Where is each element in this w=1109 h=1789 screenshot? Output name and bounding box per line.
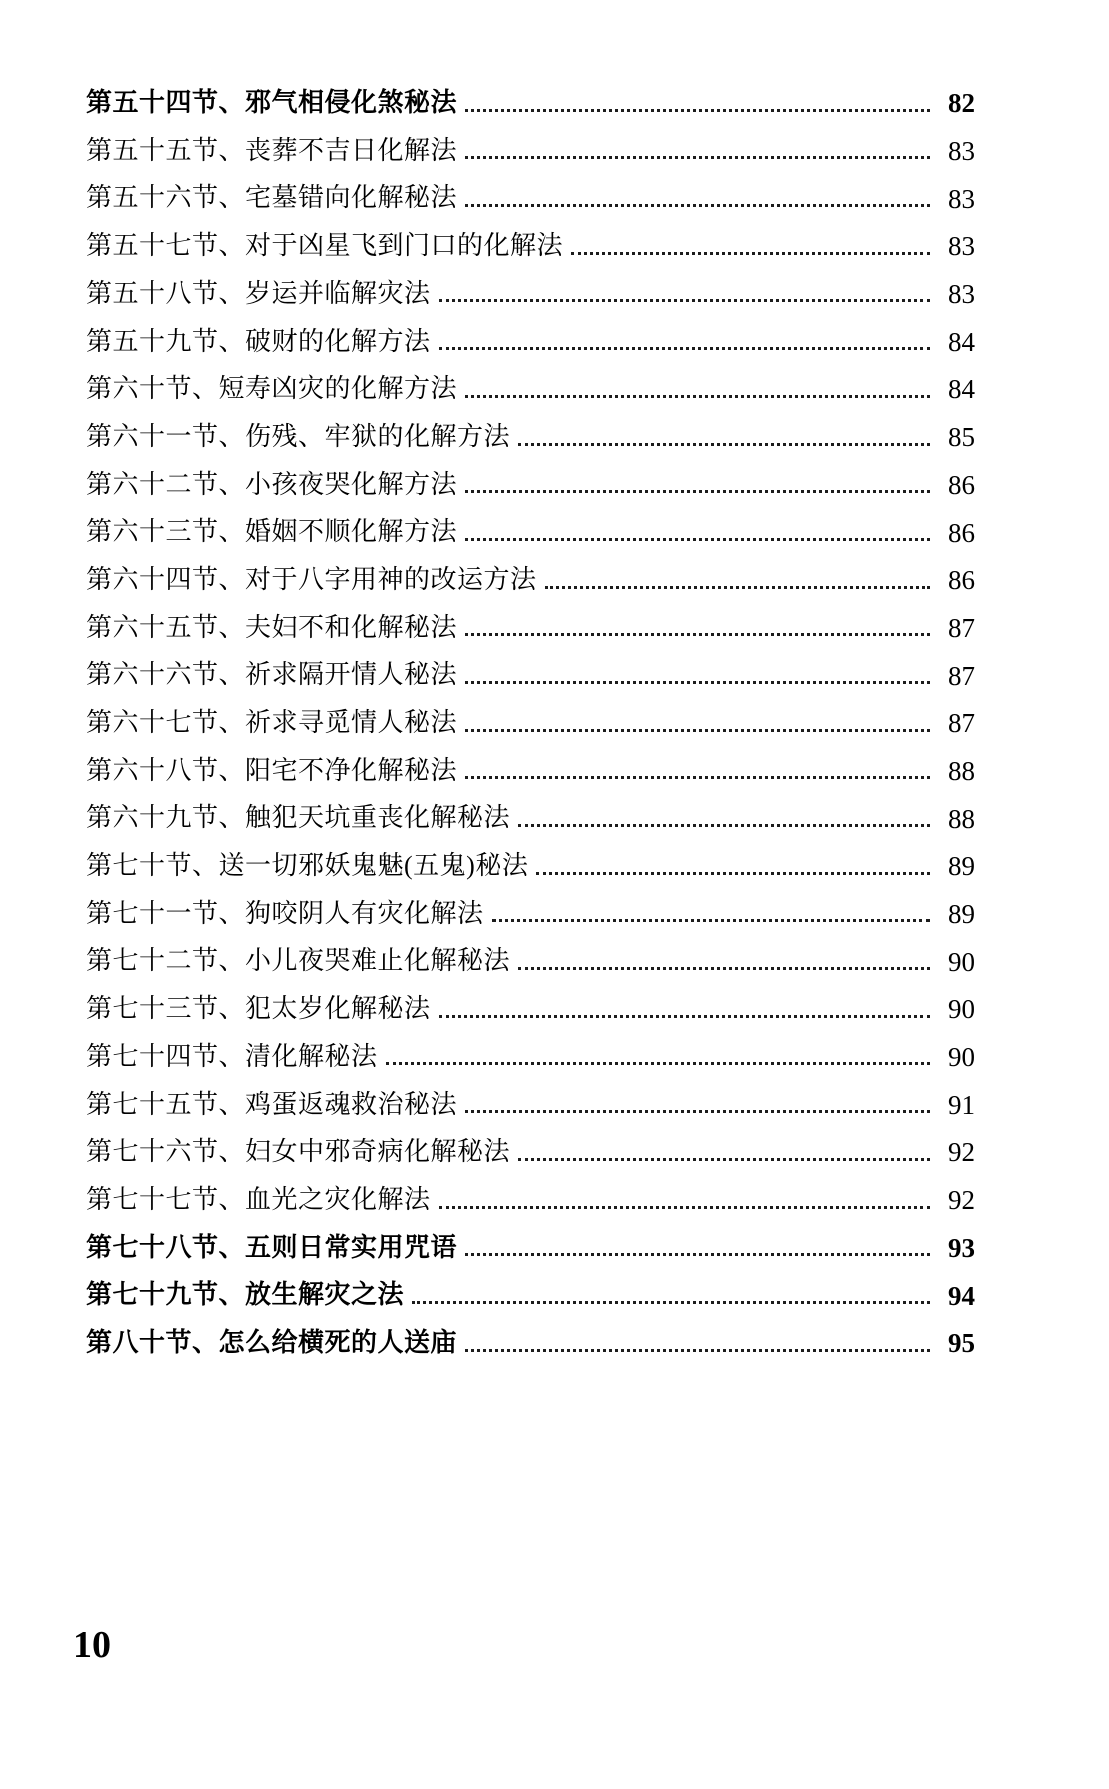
toc-entry-title: 第六十七节、祈求寻觅情人秘法 (86, 708, 458, 738)
toc-entry-leader-dots (465, 204, 930, 207)
toc-entry (86, 881, 975, 929)
toc-entry-title: 第六十一节、伤残、牢狱的化解方法 (86, 421, 511, 451)
toc-entry-title: 第七十一节、狗咬阴人有灾化解法 (86, 898, 484, 928)
toc-entry-leader-dots (465, 1253, 930, 1256)
toc-entry (86, 165, 975, 213)
toc-entry-leader-dots (465, 538, 930, 541)
toc-entry-leader-dots (518, 1158, 930, 1161)
toc-entry-title: 第七十二节、小儿夜哭难止化解秘法 (86, 946, 511, 976)
toc-entry-page: 94 (948, 1280, 975, 1311)
toc-entry-leader-dots (439, 1206, 930, 1209)
toc-entry (86, 261, 975, 309)
toc-entry-page: 85 (948, 422, 975, 453)
toc-entry-title: 第六十八节、阳宅不净化解秘法 (86, 755, 458, 785)
toc-entry (86, 1167, 975, 1215)
toc-entry-page: 95 (948, 1328, 975, 1359)
toc-entry (86, 1262, 975, 1310)
toc-entry-leader-dots (465, 490, 930, 493)
toc-entry (86, 499, 975, 547)
toc-entry-title: 第六十节、短寿凶灾的化解方法 (86, 374, 458, 404)
toc-entry-leader-dots (465, 681, 930, 684)
toc-entry-title: 第五十五节、丧葬不吉日化解法 (86, 135, 458, 165)
toc-entry-leader-dots (412, 1301, 930, 1304)
toc-entry (86, 642, 975, 690)
toc-entry-page: 86 (948, 469, 975, 500)
toc-entry-page: 92 (948, 1185, 975, 1216)
toc-entry-page: 82 (948, 88, 975, 119)
toc-entry-title: 第五十九节、破财的化解方法 (86, 326, 431, 356)
toc-entry-page: 84 (948, 374, 975, 405)
toc-entry (86, 1119, 975, 1167)
toc-entry-title: 第六十二节、小孩夜哭化解方法 (86, 469, 458, 499)
toc-entry-page: 90 (948, 994, 975, 1025)
toc-entry (86, 738, 975, 786)
toc-entry-title: 第五十七节、对于凶星飞到门口的化解法 (86, 231, 564, 261)
toc-entry (86, 976, 975, 1024)
toc-entry-page: 89 (948, 899, 975, 930)
toc-entry (86, 595, 975, 643)
toc-entry-page: 88 (948, 755, 975, 786)
toc-entry-leader-dots (571, 252, 930, 255)
toc-entry-leader-dots (439, 1015, 930, 1018)
toc-entry (86, 833, 975, 881)
toc-entry-title: 第七十节、送一切邪妖鬼魅(五鬼)秘法 (86, 851, 529, 881)
toc-entry-page: 83 (948, 136, 975, 167)
toc-entry-title: 第六十九节、触犯天坑重丧化解秘法 (86, 803, 511, 833)
toc-entry-leader-dots (465, 633, 930, 636)
toc-entry-title: 第八十节、怎么给横死的人送庙 (86, 1327, 458, 1357)
toc-entry-title: 第五十六节、宅墓错向化解秘法 (86, 183, 458, 213)
toc-entry-leader-dots (518, 967, 930, 970)
toc-entry-leader-dots (465, 395, 930, 398)
toc-entry-title: 第七十八节、五则日常实用咒语 (86, 1232, 458, 1262)
toc-entry-title: 第七十六节、妇女中邪奇病化解秘法 (86, 1137, 511, 1167)
footer-page-number: 10 (73, 1624, 111, 1666)
toc-entry-leader-dots (465, 109, 930, 112)
toc-entry (86, 1310, 975, 1358)
toc-entry-title: 第七十九节、放生解灾之法 (86, 1280, 405, 1310)
toc-entry (86, 1215, 975, 1263)
toc-entry-page: 84 (948, 326, 975, 357)
toc-entry-page: 88 (948, 803, 975, 834)
toc-entry-page: 83 (948, 279, 975, 310)
toc-entry-leader-dots (465, 729, 930, 732)
toc-entry-title: 第六十六节、祈求隔开情人秘法 (86, 660, 458, 690)
toc-entry-title: 第五十八节、岁运并临解灾法 (86, 278, 431, 308)
toc-entry-leader-dots (536, 872, 930, 875)
toc-entry (86, 1024, 975, 1072)
toc-entry-page: 87 (948, 612, 975, 643)
toc-entry (86, 785, 975, 833)
toc-entry-page: 86 (948, 517, 975, 548)
toc-entry (86, 356, 975, 404)
toc-entry-page: 87 (948, 660, 975, 691)
toc-entry-page: 86 (948, 565, 975, 596)
toc-entry (86, 308, 975, 356)
toc-entry (86, 70, 975, 118)
toc-entry (86, 1071, 975, 1119)
toc-entry (86, 690, 975, 738)
toc-entry-title: 第六十三节、婚姻不顺化解方法 (86, 517, 458, 547)
toc-entry-title: 第五十四节、邪气相侵化煞秘法 (86, 88, 458, 118)
toc-entry-title: 第六十五节、夫妇不和化解秘法 (86, 612, 458, 642)
toc-entry-page: 92 (948, 1137, 975, 1168)
toc-entry (86, 452, 975, 500)
toc-entry-leader-dots (492, 919, 930, 922)
toc-entry-page: 90 (948, 1042, 975, 1073)
toc-entry-leader-dots (465, 776, 930, 779)
toc-entry (86, 928, 975, 976)
toc-entry-leader-dots (465, 1349, 930, 1352)
toc-entry-leader-dots (439, 299, 930, 302)
toc-entry-leader-dots (465, 156, 930, 159)
toc-entry-page: 90 (948, 946, 975, 977)
toc-entry-leader-dots (386, 1062, 930, 1065)
toc-entry-leader-dots (439, 347, 930, 350)
toc-entry-title: 第七十三节、犯太岁化解秘法 (86, 994, 431, 1024)
toc-entry (86, 118, 975, 166)
toc-entry-page: 89 (948, 851, 975, 882)
toc-entry-title: 第七十四节、清化解秘法 (86, 1041, 378, 1071)
toc-entry-leader-dots (518, 443, 930, 446)
toc-entry-title: 第七十七节、血光之灾化解法 (86, 1184, 431, 1214)
toc-entry-page: 87 (948, 708, 975, 739)
toc-entry-title: 第七十五节、鸡蛋返魂救治秘法 (86, 1089, 458, 1119)
toc-entry (86, 547, 975, 595)
toc-entry-page: 93 (948, 1232, 975, 1263)
toc-entry-page: 83 (948, 183, 975, 214)
toc-entry-leader-dots (518, 824, 930, 827)
toc-entry-title: 第六十四节、对于八字用神的改运方法 (86, 564, 537, 594)
toc-entry (86, 213, 975, 261)
toc-entry-page: 91 (948, 1089, 975, 1120)
toc-entry (86, 404, 975, 452)
toc-entry-leader-dots (545, 586, 930, 589)
toc-entry-leader-dots (465, 1110, 930, 1113)
toc-entry-page: 83 (948, 231, 975, 262)
